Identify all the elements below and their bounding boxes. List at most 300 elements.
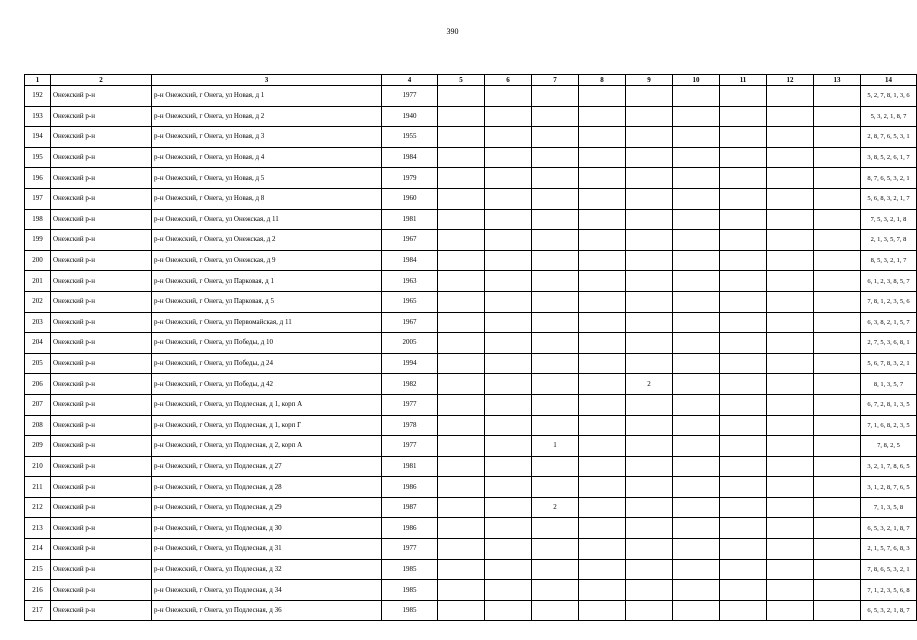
- col5-cell: [438, 250, 485, 271]
- col6-cell: [485, 106, 532, 127]
- col9-cell: [626, 394, 673, 415]
- col6-cell: [485, 477, 532, 498]
- year-cell: 1981: [382, 209, 438, 230]
- col10-cell: [673, 250, 720, 271]
- col6-cell: [485, 230, 532, 251]
- table-body: [25, 86, 917, 621]
- year-cell: 1984: [382, 147, 438, 168]
- district-cell: Онежский р-н: [51, 477, 152, 498]
- table-row: [25, 374, 917, 395]
- address-cell: р-н Онежский, г Онега, ул Подлесная, д 1, корп А: [152, 394, 382, 415]
- col10-cell: [673, 600, 720, 621]
- col12-cell: [767, 477, 814, 498]
- col9-cell: [626, 456, 673, 477]
- col12-cell: [767, 86, 814, 107]
- col10-cell: [673, 539, 720, 560]
- col6-cell: [485, 539, 532, 560]
- col7-cell: [532, 394, 579, 415]
- district-cell: Онежский р-н: [51, 271, 152, 292]
- col9-cell: [626, 518, 673, 539]
- col9-cell: [626, 600, 673, 621]
- table-row: [25, 415, 917, 436]
- col6-cell: [485, 600, 532, 621]
- col6-cell: [485, 415, 532, 436]
- col9-cell: [626, 333, 673, 354]
- row-number: 206: [25, 374, 51, 395]
- col11-cell: [720, 147, 767, 168]
- col10-cell: [673, 86, 720, 107]
- table-row: [25, 230, 917, 251]
- table-row: [25, 250, 917, 271]
- table-row: [25, 127, 917, 148]
- col5-cell: [438, 559, 485, 580]
- col9-cell: [626, 127, 673, 148]
- col8-cell: [579, 539, 626, 560]
- year-cell: 1965: [382, 291, 438, 312]
- col6-cell: [485, 353, 532, 374]
- address-cell: р-н Онежский, г Онега, ул Подлесная, д 32: [152, 559, 382, 580]
- col11-cell: [720, 353, 767, 374]
- col9-cell: [626, 250, 673, 271]
- col7-cell: [532, 127, 579, 148]
- col10-cell: [673, 271, 720, 292]
- district-cell: Онежский р-н: [51, 168, 152, 189]
- col9-cell: [626, 188, 673, 209]
- year-cell: 1985: [382, 600, 438, 621]
- col13-cell: [814, 168, 861, 189]
- col14-cell: 7, 8, 6, 5, 3, 2, 1: [861, 559, 917, 580]
- address-cell: р-н Онежский, г Онега, ул Подлесная, д 29: [152, 497, 382, 518]
- col14-cell: 2, 1, 3, 5, 7, 8: [861, 230, 917, 251]
- col12-cell: [767, 127, 814, 148]
- column-header-3: 3: [152, 75, 382, 86]
- address-cell: р-н Онежский, г Онега, ул Парковая, д 5: [152, 291, 382, 312]
- col10-cell: [673, 333, 720, 354]
- col10-cell: [673, 456, 720, 477]
- col13-cell: [814, 147, 861, 168]
- col12-cell: [767, 147, 814, 168]
- col10-cell: [673, 415, 720, 436]
- address-cell: р-н Онежский, г Онега, ул Подлесная, д 2, корп А: [152, 436, 382, 457]
- col6-cell: [485, 86, 532, 107]
- col5-cell: [438, 353, 485, 374]
- table-row: [25, 86, 917, 107]
- table-row: [25, 168, 917, 189]
- row-number: 201: [25, 271, 51, 292]
- row-number: 209: [25, 436, 51, 457]
- col12-cell: [767, 394, 814, 415]
- col5-cell: [438, 436, 485, 457]
- col10-cell: [673, 209, 720, 230]
- column-header-10: 10: [673, 75, 720, 86]
- data-table: [24, 74, 917, 621]
- col7-cell: [532, 271, 579, 292]
- col9-cell: [626, 312, 673, 333]
- district-cell: Онежский р-н: [51, 436, 152, 457]
- col9-cell: [626, 271, 673, 292]
- col13-cell: [814, 518, 861, 539]
- col6-cell: [485, 291, 532, 312]
- col10-cell: [673, 291, 720, 312]
- col8-cell: [579, 497, 626, 518]
- address-cell: р-н Онежский, г Онега, ул Новая, д 3: [152, 127, 382, 148]
- col6-cell: [485, 127, 532, 148]
- col8-cell: [579, 580, 626, 601]
- col8-cell: [579, 436, 626, 457]
- col11-cell: [720, 291, 767, 312]
- col10-cell: [673, 106, 720, 127]
- col10-cell: [673, 394, 720, 415]
- row-number: 214: [25, 539, 51, 560]
- address-cell: р-н Онежский, г Онега, ул Парковая, д 1: [152, 271, 382, 292]
- table-row: [25, 394, 917, 415]
- col14-cell: 2, 1, 5, 7, 6, 8, 3: [861, 539, 917, 560]
- year-cell: 1994: [382, 353, 438, 374]
- column-header-9: 9: [626, 75, 673, 86]
- row-number: 204: [25, 333, 51, 354]
- district-cell: Онежский р-н: [51, 600, 152, 621]
- col14-cell: 3, 2, 1, 7, 8, 6, 5: [861, 456, 917, 477]
- year-cell: 1986: [382, 477, 438, 498]
- col12-cell: [767, 600, 814, 621]
- col5-cell: [438, 333, 485, 354]
- col5-cell: [438, 291, 485, 312]
- col8-cell: [579, 394, 626, 415]
- year-cell: 2005: [382, 333, 438, 354]
- year-cell: 1982: [382, 374, 438, 395]
- district-cell: Онежский р-н: [51, 106, 152, 127]
- col8-cell: [579, 477, 626, 498]
- col8-cell: [579, 415, 626, 436]
- col6-cell: [485, 518, 532, 539]
- year-cell: 1985: [382, 559, 438, 580]
- col13-cell: [814, 559, 861, 580]
- col13-cell: [814, 127, 861, 148]
- year-cell: 1940: [382, 106, 438, 127]
- col10-cell: [673, 580, 720, 601]
- district-cell: Онежский р-н: [51, 353, 152, 374]
- year-cell: 1963: [382, 271, 438, 292]
- district-cell: Онежский р-н: [51, 333, 152, 354]
- address-cell: р-н Онежский, г Онега, ул Новая, д 8: [152, 188, 382, 209]
- col8-cell: [579, 518, 626, 539]
- column-header-1: 1: [25, 75, 51, 86]
- district-cell: Онежский р-н: [51, 518, 152, 539]
- col13-cell: [814, 497, 861, 518]
- col11-cell: [720, 86, 767, 107]
- col7-cell: [532, 188, 579, 209]
- col9-cell: [626, 539, 673, 560]
- year-cell: 1987: [382, 497, 438, 518]
- col10-cell: [673, 477, 720, 498]
- col7-cell: [532, 600, 579, 621]
- col13-cell: [814, 477, 861, 498]
- row-number: 207: [25, 394, 51, 415]
- col14-cell: 3, 8, 5, 2, 6, 1, 7: [861, 147, 917, 168]
- year-cell: 1967: [382, 230, 438, 251]
- col5-cell: [438, 580, 485, 601]
- col12-cell: [767, 106, 814, 127]
- col11-cell: [720, 497, 767, 518]
- col13-cell: [814, 230, 861, 251]
- col9-cell: 2: [626, 374, 673, 395]
- col13-cell: [814, 312, 861, 333]
- district-cell: Онежский р-н: [51, 497, 152, 518]
- address-cell: р-н Онежский, г Онега, ул Подлесная, д 27: [152, 456, 382, 477]
- col6-cell: [485, 168, 532, 189]
- district-cell: Онежский р-н: [51, 127, 152, 148]
- col5-cell: [438, 168, 485, 189]
- col6-cell: [485, 188, 532, 209]
- col12-cell: [767, 580, 814, 601]
- col5-cell: [438, 86, 485, 107]
- table-row: [25, 291, 917, 312]
- col5-cell: [438, 415, 485, 436]
- col8-cell: [579, 333, 626, 354]
- column-header-4: 4: [382, 75, 438, 86]
- district-cell: Онежский р-н: [51, 539, 152, 560]
- header-row: [25, 75, 917, 86]
- col8-cell: [579, 106, 626, 127]
- table-row: [25, 147, 917, 168]
- col11-cell: [720, 477, 767, 498]
- col10-cell: [673, 127, 720, 148]
- col11-cell: [720, 250, 767, 271]
- table-row: [25, 209, 917, 230]
- col10-cell: [673, 518, 720, 539]
- row-number: 213: [25, 518, 51, 539]
- col11-cell: [720, 209, 767, 230]
- address-cell: р-н Онежский, г Онега, ул Онежская, д 9: [152, 250, 382, 271]
- col14-cell: 6, 5, 3, 2, 1, 8, 7: [861, 518, 917, 539]
- year-cell: 1977: [382, 86, 438, 107]
- col13-cell: [814, 106, 861, 127]
- col14-cell: 7, 5, 3, 2, 1, 8: [861, 209, 917, 230]
- col14-cell: 8, 7, 6, 5, 3, 2, 1: [861, 168, 917, 189]
- col9-cell: [626, 497, 673, 518]
- col5-cell: [438, 312, 485, 333]
- col6-cell: [485, 312, 532, 333]
- column-header-13: 13: [814, 75, 861, 86]
- col9-cell: [626, 415, 673, 436]
- year-cell: 1986: [382, 518, 438, 539]
- col11-cell: [720, 415, 767, 436]
- table-row: [25, 188, 917, 209]
- row-number: 196: [25, 168, 51, 189]
- table-row: [25, 436, 917, 457]
- address-cell: р-н Онежский, г Онега, ул Победы, д 42: [152, 374, 382, 395]
- col9-cell: [626, 209, 673, 230]
- col5-cell: [438, 477, 485, 498]
- district-cell: Онежский р-н: [51, 374, 152, 395]
- col14-cell: 7, 1, 6, 8, 2, 3, 5: [861, 415, 917, 436]
- col6-cell: [485, 436, 532, 457]
- row-number: 197: [25, 188, 51, 209]
- col7-cell: 1: [532, 436, 579, 457]
- col12-cell: [767, 436, 814, 457]
- col6-cell: [485, 394, 532, 415]
- col11-cell: [720, 188, 767, 209]
- col14-cell: 5, 3, 2, 1, 8, 7: [861, 106, 917, 127]
- address-cell: р-н Онежский, г Онега, ул Онежская, д 11: [152, 209, 382, 230]
- address-cell: р-н Онежский, г Онега, ул Первомайская, д 11: [152, 312, 382, 333]
- col7-cell: [532, 353, 579, 374]
- col8-cell: [579, 147, 626, 168]
- col6-cell: [485, 580, 532, 601]
- col5-cell: [438, 271, 485, 292]
- district-cell: Онежский р-н: [51, 250, 152, 271]
- col5-cell: [438, 497, 485, 518]
- table-row: [25, 580, 917, 601]
- table-row: [25, 497, 917, 518]
- address-cell: р-н Онежский, г Онега, ул Подлесная, д 36: [152, 600, 382, 621]
- col6-cell: [485, 250, 532, 271]
- col7-cell: [532, 559, 579, 580]
- col13-cell: [814, 600, 861, 621]
- row-number: 212: [25, 497, 51, 518]
- col6-cell: [485, 374, 532, 395]
- col7-cell: [532, 250, 579, 271]
- column-header-7: 7: [532, 75, 579, 86]
- col6-cell: [485, 456, 532, 477]
- district-cell: Онежский р-н: [51, 456, 152, 477]
- col10-cell: [673, 147, 720, 168]
- col12-cell: [767, 168, 814, 189]
- col11-cell: [720, 106, 767, 127]
- column-header-2: 2: [51, 75, 152, 86]
- col8-cell: [579, 312, 626, 333]
- col14-cell: 6, 3, 8, 2, 1, 5, 7: [861, 312, 917, 333]
- col7-cell: 2: [532, 497, 579, 518]
- col11-cell: [720, 333, 767, 354]
- col8-cell: [579, 271, 626, 292]
- col8-cell: [579, 127, 626, 148]
- col12-cell: [767, 539, 814, 560]
- col8-cell: [579, 374, 626, 395]
- col11-cell: [720, 518, 767, 539]
- row-number: 199: [25, 230, 51, 251]
- year-cell: 1955: [382, 127, 438, 148]
- col8-cell: [579, 86, 626, 107]
- address-cell: р-н Онежский, г Онега, ул Победы, д 24: [152, 353, 382, 374]
- col10-cell: [673, 230, 720, 251]
- col14-cell: 8, 1, 3, 5, 7: [861, 374, 917, 395]
- col13-cell: [814, 333, 861, 354]
- district-cell: Онежский р-н: [51, 291, 152, 312]
- table-row: [25, 539, 917, 560]
- col14-cell: 2, 8, 7, 6, 5, 3, 1: [861, 127, 917, 148]
- col5-cell: [438, 209, 485, 230]
- column-header-5: 5: [438, 75, 485, 86]
- col11-cell: [720, 374, 767, 395]
- col11-cell: [720, 436, 767, 457]
- col10-cell: [673, 188, 720, 209]
- col9-cell: [626, 230, 673, 251]
- column-header-8: 8: [579, 75, 626, 86]
- district-cell: Онежский р-н: [51, 147, 152, 168]
- col13-cell: [814, 209, 861, 230]
- col11-cell: [720, 168, 767, 189]
- col10-cell: [673, 353, 720, 374]
- col8-cell: [579, 291, 626, 312]
- col8-cell: [579, 168, 626, 189]
- col9-cell: [626, 353, 673, 374]
- table-row: [25, 353, 917, 374]
- column-header-14: 14: [861, 75, 917, 86]
- col14-cell: 6, 7, 2, 8, 1, 3, 5: [861, 394, 917, 415]
- col12-cell: [767, 518, 814, 539]
- col13-cell: [814, 250, 861, 271]
- col5-cell: [438, 539, 485, 560]
- col7-cell: [532, 456, 579, 477]
- col12-cell: [767, 415, 814, 436]
- district-cell: Онежский р-н: [51, 580, 152, 601]
- col8-cell: [579, 456, 626, 477]
- col13-cell: [814, 456, 861, 477]
- col14-cell: 5, 2, 7, 8, 1, 3, 6: [861, 86, 917, 107]
- address-cell: р-н Онежский, г Онега, ул Новая, д 5: [152, 168, 382, 189]
- col14-cell: 2, 7, 5, 3, 6, 8, 1: [861, 333, 917, 354]
- col10-cell: [673, 559, 720, 580]
- row-number: 192: [25, 86, 51, 107]
- col13-cell: [814, 291, 861, 312]
- col8-cell: [579, 559, 626, 580]
- address-cell: р-н Онежский, г Онега, ул Онежская, д 2: [152, 230, 382, 251]
- col9-cell: [626, 436, 673, 457]
- row-number: 211: [25, 477, 51, 498]
- col9-cell: [626, 291, 673, 312]
- column-header-12: 12: [767, 75, 814, 86]
- col6-cell: [485, 333, 532, 354]
- col11-cell: [720, 312, 767, 333]
- col10-cell: [673, 374, 720, 395]
- table-row: [25, 477, 917, 498]
- col8-cell: [579, 230, 626, 251]
- address-cell: р-н Онежский, г Онега, ул Подлесная, д 28: [152, 477, 382, 498]
- col9-cell: [626, 106, 673, 127]
- col11-cell: [720, 580, 767, 601]
- address-cell: р-н Онежский, г Онега, ул Подлесная, д 1, корп Г: [152, 415, 382, 436]
- district-cell: Онежский р-н: [51, 415, 152, 436]
- col12-cell: [767, 271, 814, 292]
- table-row: [25, 312, 917, 333]
- col8-cell: [579, 209, 626, 230]
- row-number: 217: [25, 600, 51, 621]
- column-header-6: 6: [485, 75, 532, 86]
- address-cell: р-н Онежский, г Онега, ул Новая, д 4: [152, 147, 382, 168]
- col5-cell: [438, 106, 485, 127]
- year-cell: 1979: [382, 168, 438, 189]
- col12-cell: [767, 497, 814, 518]
- col13-cell: [814, 86, 861, 107]
- col12-cell: [767, 333, 814, 354]
- year-cell: 1981: [382, 456, 438, 477]
- table-row: [25, 271, 917, 292]
- district-cell: Онежский р-н: [51, 230, 152, 251]
- col6-cell: [485, 209, 532, 230]
- col5-cell: [438, 127, 485, 148]
- col6-cell: [485, 147, 532, 168]
- row-number: 198: [25, 209, 51, 230]
- address-cell: р-н Онежский, г Онега, ул Победы, д 10: [152, 333, 382, 354]
- row-number: 210: [25, 456, 51, 477]
- district-cell: Онежский р-н: [51, 209, 152, 230]
- col6-cell: [485, 271, 532, 292]
- table-row: [25, 559, 917, 580]
- col13-cell: [814, 539, 861, 560]
- district-cell: Онежский р-н: [51, 559, 152, 580]
- col13-cell: [814, 353, 861, 374]
